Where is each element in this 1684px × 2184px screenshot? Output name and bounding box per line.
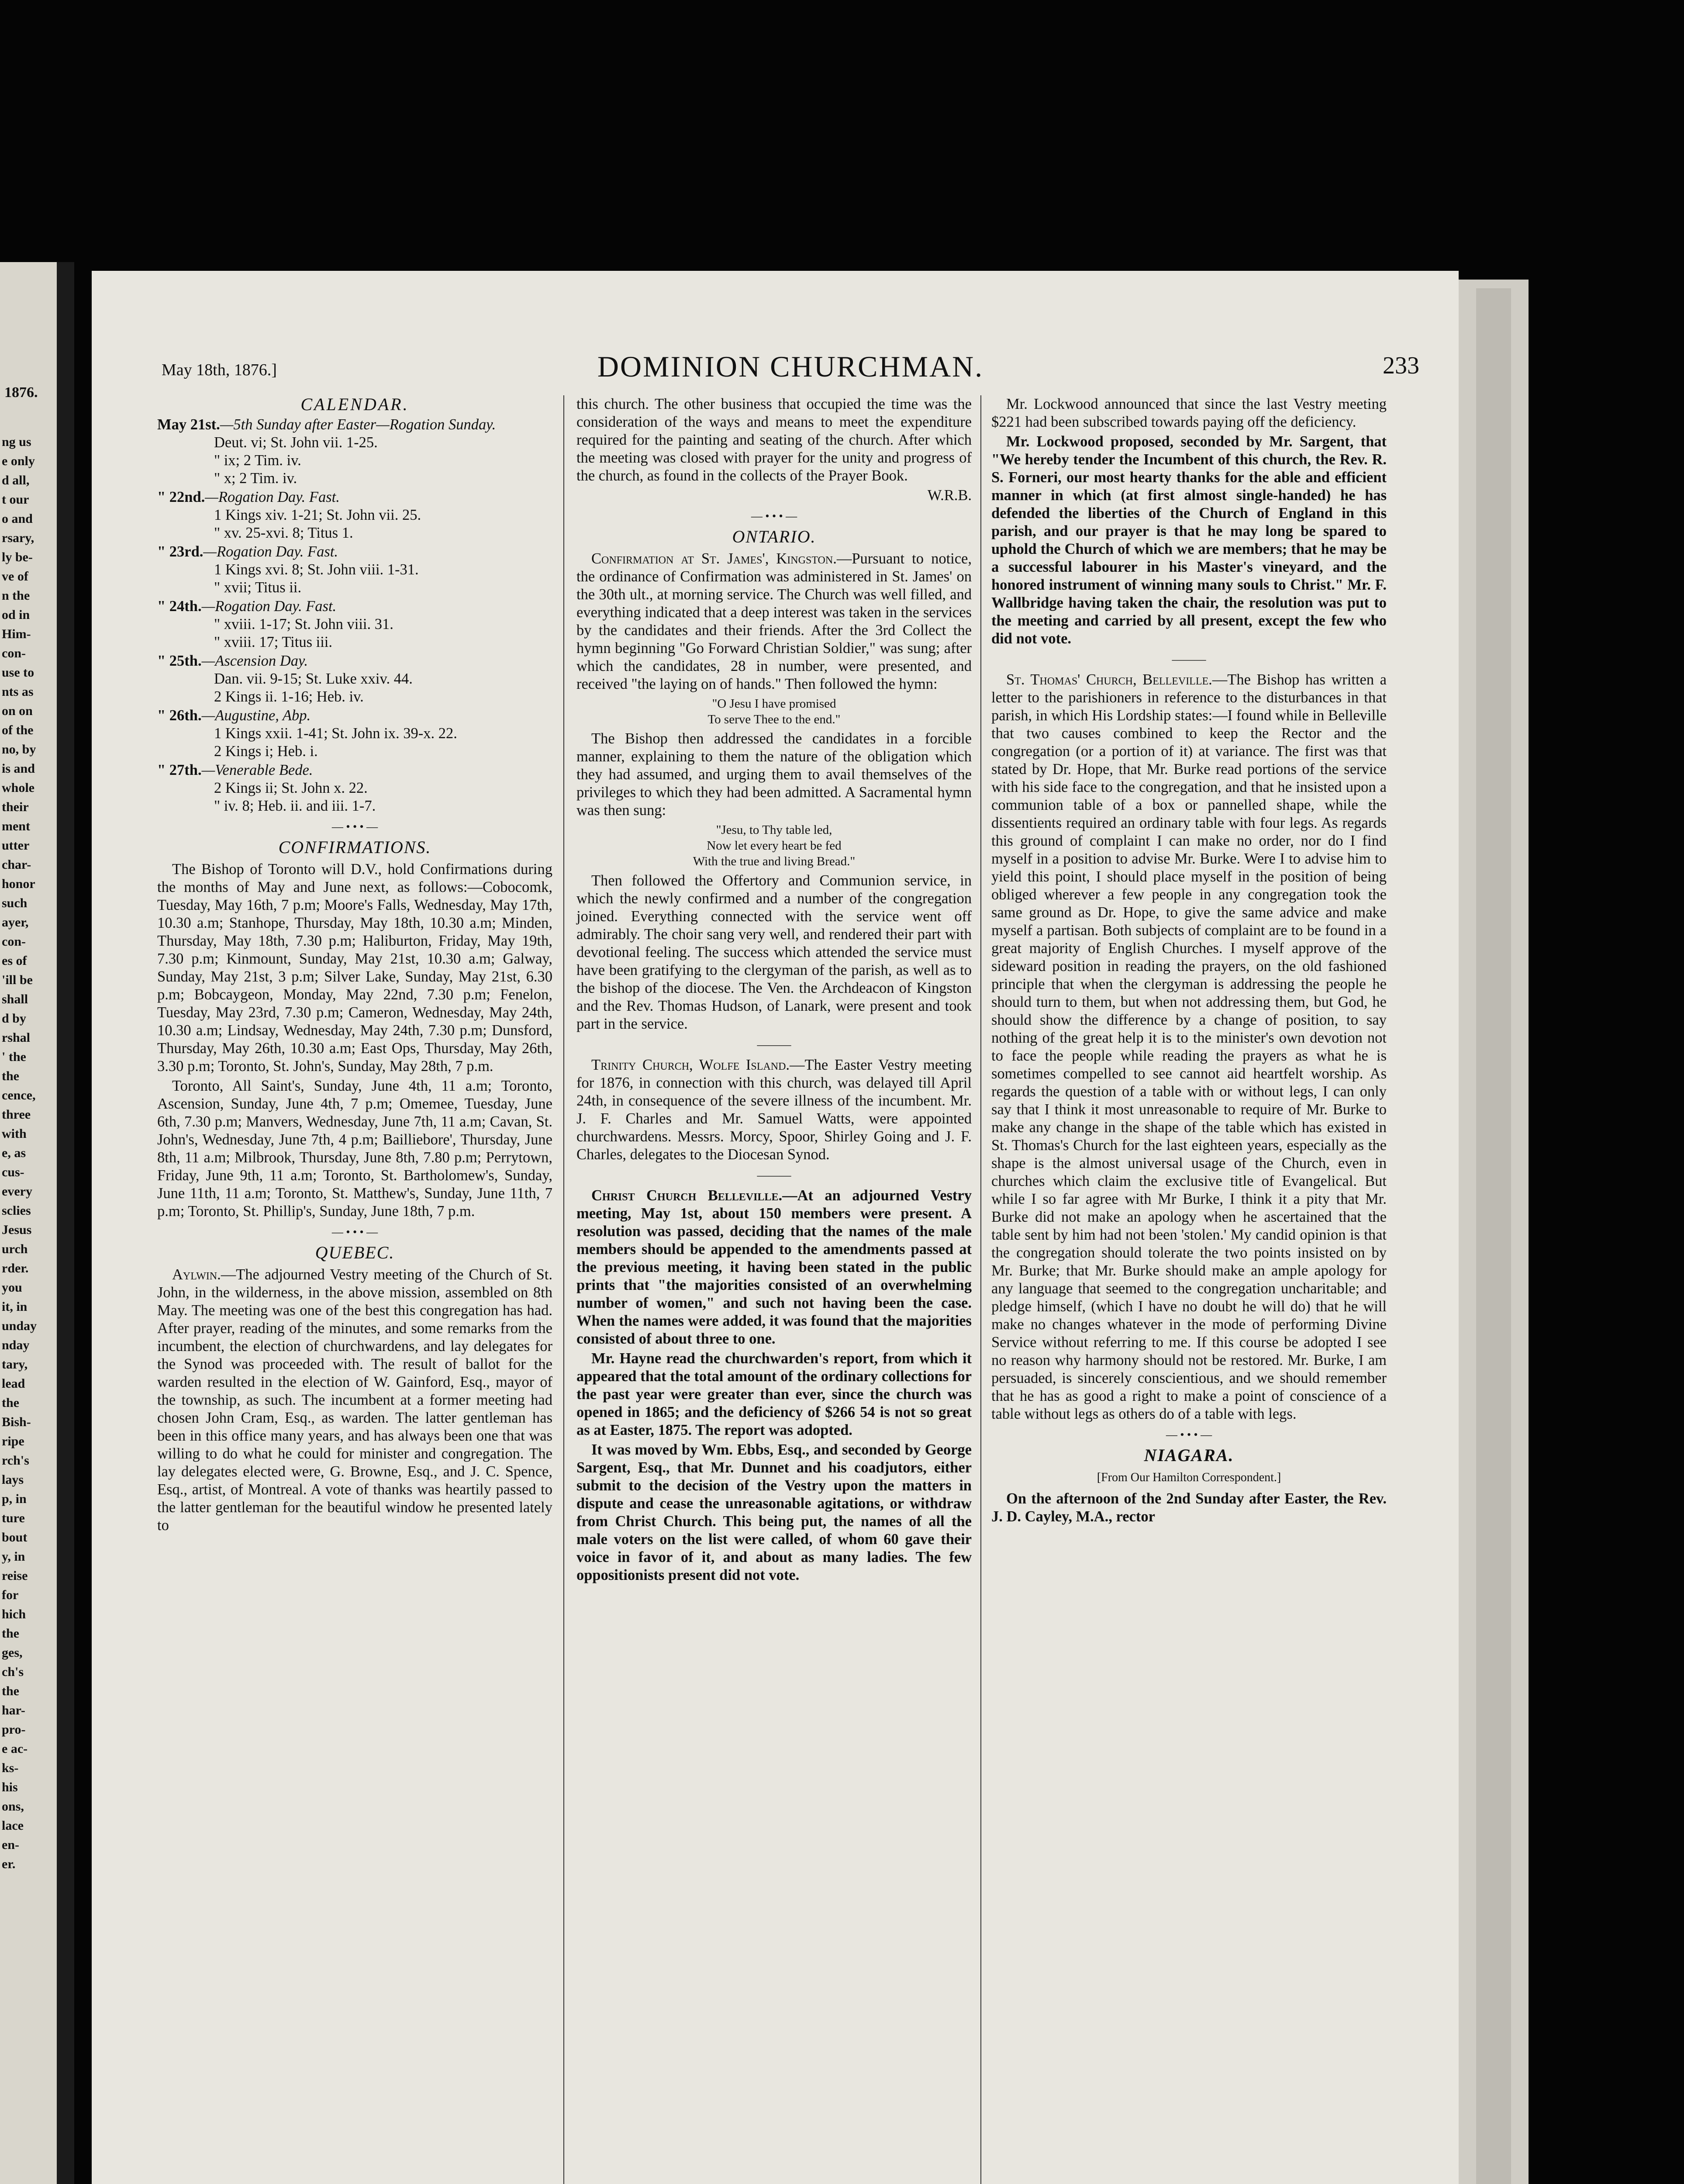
facing-page-line: ly be- xyxy=(2,550,33,564)
confirmations-paragraph: Toronto, All Saint's, Sunday, June 4th, 11 a.m; Toronto, Ascension, Sunday, June 4th, 7 p.m; Omemee, Tuesday, June 6th, 7.30 p.m; Manvers, Wednesday, June 7th, 11 a.m; Cavan, St. John's, Wednesday, June 7th, 4 p.m; Bailliebore', Thursday, June 8th, 11 a.m; Milbrook, Thursday, June 8th, 7.80 p.m; Perrytown, Friday, June 9th, 11 a.m; Toronto, St. Bartholomew's, Sunday, June 11th, 11 a.m; Toronto, St. Matthew's, Sunday, June 11th, 7 p.m; Toronto, St. Phillip's, Sunday, June 18th, 7 p.m. xyxy=(157,1078,552,1220)
calendar-entry-title xyxy=(157,707,552,725)
calendar-date: May 21st. xyxy=(157,416,220,433)
issue-date: May 18th, 1876.] xyxy=(162,361,277,379)
facing-page-line: no, by xyxy=(2,742,36,757)
calendar-entry-title xyxy=(157,543,552,561)
facing-page-line: con- xyxy=(2,934,26,949)
facing-page-line: is and xyxy=(2,761,35,776)
facing-page-line: o and xyxy=(2,511,33,526)
vestry-paragraph: Mr. Lockwood proposed, seconded by Mr. Sargent, that "We hereby tender the Incumbent of this church, the Rev. R. S. Forneri, our most hearty thanks for the able and efficient manner in which (at first almost single-handed) he has defended the liberties of the Church of England in this parish, and our prayer is that he may long be spared to uphold the Church of which we are members; that he may be a successful labourer in his Master's vineyard, and the honored instrument of winning many souls to Christ." Mr. F. Wallbridge having taken the chair, the resolution was put to the meeting and carried by all present, except the few who did not vote. xyxy=(991,433,1387,647)
calendar-reading: 1 Kings xvi. 8; St. John viii. 1-31. xyxy=(214,561,419,578)
calendar-reading: 1 Kings xiv. 1-21; St. John vii. 25. xyxy=(214,507,421,523)
column-1 xyxy=(157,395,552,1536)
newspaper-page xyxy=(92,271,1459,2184)
facing-page-line: d all, xyxy=(2,473,30,487)
facing-page-line: honor xyxy=(2,877,35,891)
facing-page-line: har- xyxy=(2,1703,25,1717)
facing-page-line: utter xyxy=(2,838,30,853)
article-lead: Christ Church Belleville. xyxy=(591,1187,783,1204)
calendar-reading: 2 Kings ii; St. John x. 22. xyxy=(214,780,368,796)
column-3 xyxy=(991,395,1387,1527)
calendar-date: " 23rd. xyxy=(157,543,204,560)
ontario-paragraph: The Bishop then addressed the candidates in a forcible manner, explaining to them the nature of the obligation which they had assumed, and urging them to avail themselves of the privileges to which they had been admitted. A Sacramental hymn was then sung: xyxy=(576,730,972,819)
ontario-paragraph xyxy=(576,550,972,693)
facing-page-line: hich xyxy=(2,1607,26,1621)
calendar-observance: —Ascension Day. xyxy=(201,653,308,669)
calendar-reading: " iv. 8; Heb. ii. and iii. 1-7. xyxy=(214,798,376,814)
facing-page-line: rder. xyxy=(2,1261,29,1275)
facing-page-fragment xyxy=(0,262,74,2184)
facing-page-line: sclies xyxy=(2,1203,31,1218)
page-edge-shadow xyxy=(1476,288,1511,2184)
calendar-reading: " xviii. 1-17; St. John viii. 31. xyxy=(214,616,393,632)
facing-page-line: ons, xyxy=(2,1799,24,1814)
hymn-quote xyxy=(576,822,972,869)
hymn-line: "O Jesu I have promised xyxy=(712,697,836,711)
calendar-entry xyxy=(157,761,552,815)
hymn-line: To serve Thee to the end." xyxy=(707,712,841,726)
ontario-paragraph: Then followed the Offertory and Communion service, in which the newly confirmed and a number of the congregation joined. Everything connected with the service went off admirably. The choir sang very well, and rendered their part with devotional feeling. The success which attended the service must have been gratifying to the clergyman of the parish, as well as to the bishop of the diocese. The Ven. the Archdeacon of Kingston and the Rev. Thomas Hudson, of Lanark, were present and took part in the service. xyxy=(576,872,972,1032)
calendar-entry xyxy=(157,416,552,487)
hymn-line: With the true and living Bread." xyxy=(693,854,856,868)
calendar-observance: —Rogation Day. Fast. xyxy=(205,489,340,505)
quebec-paragraph xyxy=(157,1266,552,1534)
facing-page-line: bout xyxy=(2,1530,28,1545)
calendar-observance: —Rogation Day. Fast. xyxy=(201,598,337,615)
calendar-entry-title xyxy=(157,652,552,670)
facing-page-line: reise xyxy=(2,1569,28,1583)
facing-page-line: such xyxy=(2,896,28,910)
calendar-reading: " x; 2 Tim. iv. xyxy=(214,470,297,487)
column-2 xyxy=(576,395,972,1586)
facing-page-line: en- xyxy=(2,1838,19,1852)
facing-page-line: n the xyxy=(2,588,30,603)
separator: — • • • — xyxy=(1166,1428,1212,1441)
column-rule xyxy=(563,395,564,2184)
calendar-reading: " xv. 25-xvi. 8; Titus 1. xyxy=(214,525,353,541)
facing-page-line: char- xyxy=(2,857,31,872)
article-lead: St. Thomas' Church, Belleville. xyxy=(1006,671,1212,688)
trinity-paragraph xyxy=(576,1056,972,1164)
facing-page-line: con- xyxy=(2,646,26,660)
facing-page-line: shall xyxy=(2,992,28,1006)
calendar-reading: Deut. vi; St. John vii. 1-25. xyxy=(214,434,378,451)
christ-church-paragraph: Mr. Hayne read the churchwarden's report, from which it appeared that the total amount of the ordinary collections for the past year were greater than ever, since the church was opened in 1865; and the deficiency of $266 54 is not so great as at Easter, 1875. The report was adopted. xyxy=(576,1350,972,1438)
facing-page-line: the xyxy=(2,1626,19,1641)
calendar-reading: 2 Kings i; Heb. i. xyxy=(214,743,318,760)
facing-page-line: od in xyxy=(2,608,30,622)
calendar-reading: 2 Kings ii. 1-16; Heb. iv. xyxy=(214,688,364,705)
calendar-reading: Dan. vii. 9-15; St. Luke xxiv. 44. xyxy=(214,670,413,687)
facing-page-line: the xyxy=(2,1684,19,1698)
facing-page-line: unday xyxy=(2,1319,37,1333)
calendar-observance: —Venerable Bede. xyxy=(201,762,313,778)
calendar-reading: " ix; 2 Tim. iv. xyxy=(214,452,301,469)
facing-page-line: it, in xyxy=(2,1299,28,1314)
separator: ——— xyxy=(1172,653,1206,666)
calendar-reading: " xviii. 17; Titus iii. xyxy=(214,634,333,650)
article-lead: Confirmation at St. James', Kingston. xyxy=(591,550,837,567)
st-thomas-paragraph xyxy=(991,671,1387,1423)
separator: — • • • — xyxy=(331,820,378,833)
facing-page-line: rch's xyxy=(2,1453,29,1468)
page-number: 233 xyxy=(1383,352,1419,379)
calendar-observance: —Rogation Day. Fast. xyxy=(203,543,338,560)
separator: ——— xyxy=(757,1169,791,1182)
article-body: —At an adjourned Vestry meeting, May 1st, about 150 members were present. A resolution was passed, deciding that the names of the male members should be appended to the amendments passed at the previous meeting, it having been stated in the public prints that "the majorities consisted of an overwhelming number of women," and such not having been the case. When the names were added, it was found that the majorities consisted of about three to one. xyxy=(576,1187,972,1347)
niagara-paragraph: On the afternoon of the 2nd Sunday after Easter, the Rev. J. D. Cayley, M.A., rector xyxy=(991,1490,1387,1525)
calendar-entry xyxy=(157,543,552,597)
calendar-entry xyxy=(157,598,552,651)
column-rule xyxy=(980,395,981,2184)
facing-page-line: with xyxy=(2,1127,27,1141)
facing-page-line: ve of xyxy=(2,569,28,584)
separator: — • • • — xyxy=(331,1226,378,1238)
facing-page-line: e ac- xyxy=(2,1742,28,1756)
calendar-heading: CALENDAR. xyxy=(300,394,409,414)
facing-page-line: e, as xyxy=(2,1146,26,1160)
continued-paragraph: this church. The other business that occupied the time was the consideration of the ways and means to meet the expenditure required for the painting and seating of the church. After which the meeting was closed with prayer for the unity and progress of the church, as found in the collects of the Prayer Book. xyxy=(576,396,972,484)
calendar-entry xyxy=(157,707,552,760)
hymn-line: "Jesu, to Thy table led, xyxy=(716,823,832,837)
book-gutter xyxy=(57,262,74,2184)
facing-page-line: ayer, xyxy=(2,915,29,930)
confirmations-paragraph: The Bishop of Toronto will D.V., hold Confirmations during the months of May and June next, as follows:—Cobocomk, Tuesday, May 16th, 7 p.m; Moore's Falls, Wednesday, May 17th, 10.30 a.m; Stanhope, Thursday, May 18th, 10.30 a.m; Minden, Thursday, May 18th, 7.30 p.m; Haliburton, Friday, May 19th, 7.30 p.m; Kinmount, Sunday, May 21st, 10.30 a.m; Galway, Sunday, May 21st, 3 p.m; Silver Lake, Sunday, May 21st, 6.30 p.m; Bobcaygeon, Monday, May 22nd, 7.30 p.m; Fenelon, Tuesday, May 23rd, 7.30 p.m; Cameron, Wednesday, May 24th, 10.30 a.m; Lindsay, Wednesday, May 24th, 7.30 p.m; Dunsford, Thursday, May 26th, 10.30 a.m; East Ops, Thursday, May 26th, 3.30 p.m; Toronto, St. John's, Sunday, May 28th, 7 p.m. xyxy=(157,861,552,1075)
facing-page-text xyxy=(2,432,59,1874)
article-body: —The adjourned Vestry meeting of the Church of St. John, in the wilderness, in the above mission, assembled on 8th May. The meeting was one of the best this congregation has had. After prayer, reading of the minutes, and some remarks from the incumbent, the election of churchwardens, and lay delegates for the Synod was proceeded with. The result of ballot for the warden resulted in the election of W. Gainford, Esq., mayor of the township, as such. The incumbent at a former meeting had chosen John Cram, Esq., as warden. The latter gentleman has been in this office many years, and has always been one that was willing to do what he could for minister and congregation. The lay delegates elected were, G. Browne, Esq., and J. C. Spence, Esq., artist, of Montreal. A vote of thanks was heartily passed to the latter gentleman for the beautiful window he presented lately to xyxy=(157,1266,552,1534)
facing-page-header: 1876. xyxy=(4,384,38,401)
facing-page-line: tary, xyxy=(2,1357,28,1372)
calendar-date: " 25th. xyxy=(157,653,202,669)
facing-page-line: ripe xyxy=(2,1434,24,1448)
facing-page-line: the xyxy=(2,1396,19,1410)
calendar-entry-title xyxy=(157,416,552,434)
facing-page-line: ' the xyxy=(2,1050,26,1064)
signature: W.R.B. xyxy=(927,487,972,504)
facing-page-line: the xyxy=(2,1069,19,1083)
calendar-date: " 27th. xyxy=(157,762,202,778)
facing-page-line: urch xyxy=(2,1242,28,1256)
calendar-entry xyxy=(157,652,552,706)
facing-page-line: t our xyxy=(2,492,29,507)
article-body: —Pursuant to notice, the ordinance of Confirmation was administered in St. James' on the 30th ult., at morning service. The Church was well filled, and everything indicated that a deep interest was taken in the services by the candidates and their friends. After the 3rd Collect the hymn beginning "Go Forward Christian Soldier," was sung; after which the candidates, 28 in number, were presented, and received "the laying on of hands." Then followed the hymn: xyxy=(576,550,972,692)
calendar-observance: —5th Sunday after Easter—Rogation Sunday. xyxy=(220,416,496,433)
facing-page-line: rsary, xyxy=(2,531,35,545)
facing-page-line: nday xyxy=(2,1338,30,1352)
article-body: —The Easter Vestry meeting for 1876, in connection with this church, was delayed till April 24th, in consequence of the severe illness of the incumbent. Mr. J. F. Charles and Mr. Samuel Watts, were appointed churchwardens. Messrs. Morcy, Spoor, Shirley Going and J. F. Charles, delegates to the Diocesan Synod. xyxy=(576,1057,972,1163)
facing-page-line: three xyxy=(2,1107,31,1122)
separator: — • • • — xyxy=(751,510,797,522)
correspondent-note: [From Our Hamilton Correspondent.] xyxy=(1097,1471,1281,1484)
calendar-entry-title xyxy=(157,488,552,506)
facing-page-line: cus- xyxy=(2,1165,24,1179)
facing-page-line: er. xyxy=(2,1857,16,1871)
calendar-reading: 1 Kings xxii. 1-41; St. John ix. 39-x. 22. xyxy=(214,725,457,742)
facing-page-line: pro- xyxy=(2,1722,26,1737)
facing-page-line: d by xyxy=(2,1011,26,1026)
calendar-entry xyxy=(157,488,552,542)
facing-page-line: e only xyxy=(2,454,35,468)
calendar-date: " 26th. xyxy=(157,707,202,724)
calendar-date: " 24th. xyxy=(157,598,202,615)
calendar-observance: —Augustine, Abp. xyxy=(201,707,311,724)
confirmations-heading: CONFIRMATIONS. xyxy=(278,837,431,857)
facing-page-line: 'ill be xyxy=(2,973,33,987)
christ-church-paragraph xyxy=(576,1187,972,1348)
calendar-reading: " xvii; Titus ii. xyxy=(214,579,302,596)
facing-page-line: use to xyxy=(2,665,35,680)
facing-page-line: lead xyxy=(2,1376,25,1391)
christ-church-paragraph: It was moved by Wm. Ebbs, Esq., and seconded by George Sargent, Esq., that Mr. Dunnet and his coadjutors, either submit to the decision of the Vestry upon the matters in dispute and cease the unreasonable agitations, or withdraw from Christ Church. This being put, the names of all the male voters on the list were called, of whom 60 gave their voice in favor of it, and about as many ladies. The few oppositionists present did not vote. xyxy=(576,1441,972,1583)
facing-page-line: ture xyxy=(2,1511,25,1525)
article-lead: Trinity Church, Wolfe Island. xyxy=(591,1057,790,1073)
facing-page-line: ch's xyxy=(2,1665,24,1679)
facing-page-line: ks- xyxy=(2,1761,19,1775)
calendar-list xyxy=(157,416,552,815)
ontario-heading: ONTARIO. xyxy=(732,527,816,546)
facing-page-line: for xyxy=(2,1588,19,1602)
calendar-entry-title xyxy=(157,598,552,615)
facing-page-line: every xyxy=(2,1184,32,1199)
facing-page-line: on on xyxy=(2,704,33,718)
facing-page-line: Him- xyxy=(2,627,31,641)
calendar-date: " 22nd. xyxy=(157,489,205,505)
vestry-paragraph: Mr. Lockwood announced that since the last Vestry meeting $221 had been subscribed towards paying off the deficiency. xyxy=(991,396,1387,430)
facing-page-line: es of xyxy=(2,954,27,968)
page-header xyxy=(162,349,1419,389)
facing-page-line: his xyxy=(2,1780,18,1794)
separator: ——— xyxy=(757,1038,791,1051)
article-lead: Aylwin. xyxy=(172,1266,221,1283)
hymn-quote xyxy=(576,696,972,727)
facing-page-line: ment xyxy=(2,819,30,833)
facing-page-line: Bish- xyxy=(2,1415,31,1429)
hymn-line: Now let every heart be fed xyxy=(707,839,842,853)
calendar-entry-title xyxy=(157,761,552,779)
facing-page-line: their xyxy=(2,800,29,814)
facing-page-line: p, in xyxy=(2,1492,27,1506)
facing-page-line: ges, xyxy=(2,1645,23,1660)
quebec-heading: QUEBEC. xyxy=(315,1243,395,1262)
facing-page-line: ng us xyxy=(2,435,31,449)
facing-page-line: you xyxy=(2,1280,22,1295)
facing-page-line: nts as xyxy=(2,684,34,699)
article-body: —The Bishop has written a letter to the parishioners in reference to the disturbances in that parish, in which His Lordship states:—I found while in Belleville that two causes combined to keep the Rector and the congregation (or a portion of it) at variance. The first was that stated by Dr. Hope, that Mr. Burke read portions of the service with his side face to the congregation, and that he insisted upon a communion table of a box or pannelled shape, while the dissentients required an ordinary table with four legs. As regards this ground of complaint I can make no order, nor do I find myself in a position to advise Mr. Burke. Were I to advise him to yield this point, I should place myself in the position of being obliged wherever a few people in any congregation took the same ground as Dr. Hope, to give the same advice and make myself a partisan. Both subjects of complaint are to be found in a great majority of English Churches. I myself approve of the sideward position in reading the prayers, on the old fashioned principle that when the clergyman is addressing the people he should turn to them, but when not addressing them, but God, he should show the difference by a change of position, to say nothing of the great help it is to the minister's own devotion not to face the people while reading the prayers as what he is sometimes compelled to see cannot aid heartfelt worship. As regards the question of a table with or without legs, I can only say that I think it most unreasonable to require of Mr. Burke to make any change in the shape of the table which has existed in St. Thomas's Church for the last eighteen years, especially as the shape is the almost universal usage of the Church, even in churches which claim the exclusive title of Evangelical. But while I so far agree with Mr Burke, I think it a pity that Mr. Burke did not make an apology when he ascertained that the table sent by him had not been 'stolen.' My candid opinion is that the congregation should tolerate the two points insisted on by Mr. Burke; that Mr. Burke should make an ample apology for any language that seemed to the congregation uncharitable; and pledge himself, (which I have no doubt he will do) that he will make no changes whatever in the mode of performing Divine Service without referring to me. If this course be adopted I see no reason why harmony should not be restored. Mr. Burke, I am persuaded, is sincerely conscientious, and we should remember that he has as good a right to make a point of conscience of a table without legs as others do of a table with legs. xyxy=(991,671,1387,1422)
facing-page-line: lace xyxy=(2,1818,24,1833)
facing-page-line: lays xyxy=(2,1472,24,1487)
facing-page-line: cence, xyxy=(2,1088,36,1102)
facing-page-line: rshal xyxy=(2,1030,31,1045)
facing-page-line: y, in xyxy=(2,1549,25,1564)
facing-page-line: of the xyxy=(2,723,34,737)
facing-page-line: whole xyxy=(2,781,35,795)
masthead-title: DOMINION CHURCHMAN. xyxy=(597,350,984,383)
facing-page-line: Jesus xyxy=(2,1223,32,1237)
niagara-heading: NIAGARA. xyxy=(1144,1445,1234,1465)
